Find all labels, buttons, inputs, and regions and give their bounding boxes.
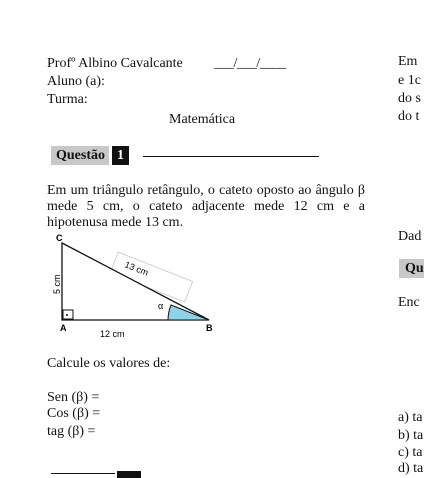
right-dad: Dad: [398, 229, 422, 244]
prompt-text: Calcule os valores de:: [47, 356, 171, 371]
class-label: Turma:: [47, 92, 88, 107]
angle-arc: [168, 305, 209, 320]
student-label: Aluno (a):: [47, 74, 105, 89]
item-tag: tag (β) =: [47, 424, 96, 439]
angle-label: α: [158, 301, 164, 311]
subject-title: Matemática: [169, 112, 236, 127]
horizontal-side-label: 12 cm: [100, 329, 125, 339]
next-question-rule: [51, 473, 115, 474]
professor-name: Profº Albino Cavalcante: [47, 56, 183, 71]
vertex-a-label: A: [60, 323, 67, 333]
right-question-tag: [399, 259, 424, 278]
question-text: Em um triângulo retângulo, o cateto oposto ao ângulo β mede 5 cm, o cateto adjacente mede 12 cm e a hipotenusa mede 13 cm.: [47, 183, 365, 230]
right-opt-b: b) ta: [398, 428, 424, 443]
question-number: 1: [112, 146, 129, 165]
date-field: ___/___/____: [214, 56, 286, 71]
right-opt-a: a) ta: [398, 410, 423, 425]
question-tag: [51, 146, 129, 165]
right-line-1: Em: [398, 54, 418, 69]
vertex-b-label: B: [206, 323, 213, 333]
vertical-side-label: 5 cm: [52, 274, 62, 294]
right-line-4: do t: [398, 109, 420, 124]
right-question-label: Qu: [405, 261, 424, 276]
next-question-tag: [117, 471, 141, 478]
triangle-diagram: [48, 232, 228, 344]
vertex-c-label: C: [56, 233, 63, 243]
right-opt-d: d) ta: [398, 461, 424, 476]
right-line-3: do s: [398, 91, 421, 106]
hypotenuse-label: 13 cm: [123, 259, 150, 278]
right-opt-c: c) ta: [398, 445, 423, 460]
question-label: Questão: [51, 146, 109, 165]
right-enc: Enc: [398, 295, 420, 310]
item-cos: Cos (β) =: [47, 406, 101, 421]
right-angle-mark: [63, 310, 73, 319]
right-line-2: e 1c: [398, 73, 421, 88]
item-sen: Sen (β) =: [47, 390, 100, 405]
question-rule: [143, 156, 319, 157]
